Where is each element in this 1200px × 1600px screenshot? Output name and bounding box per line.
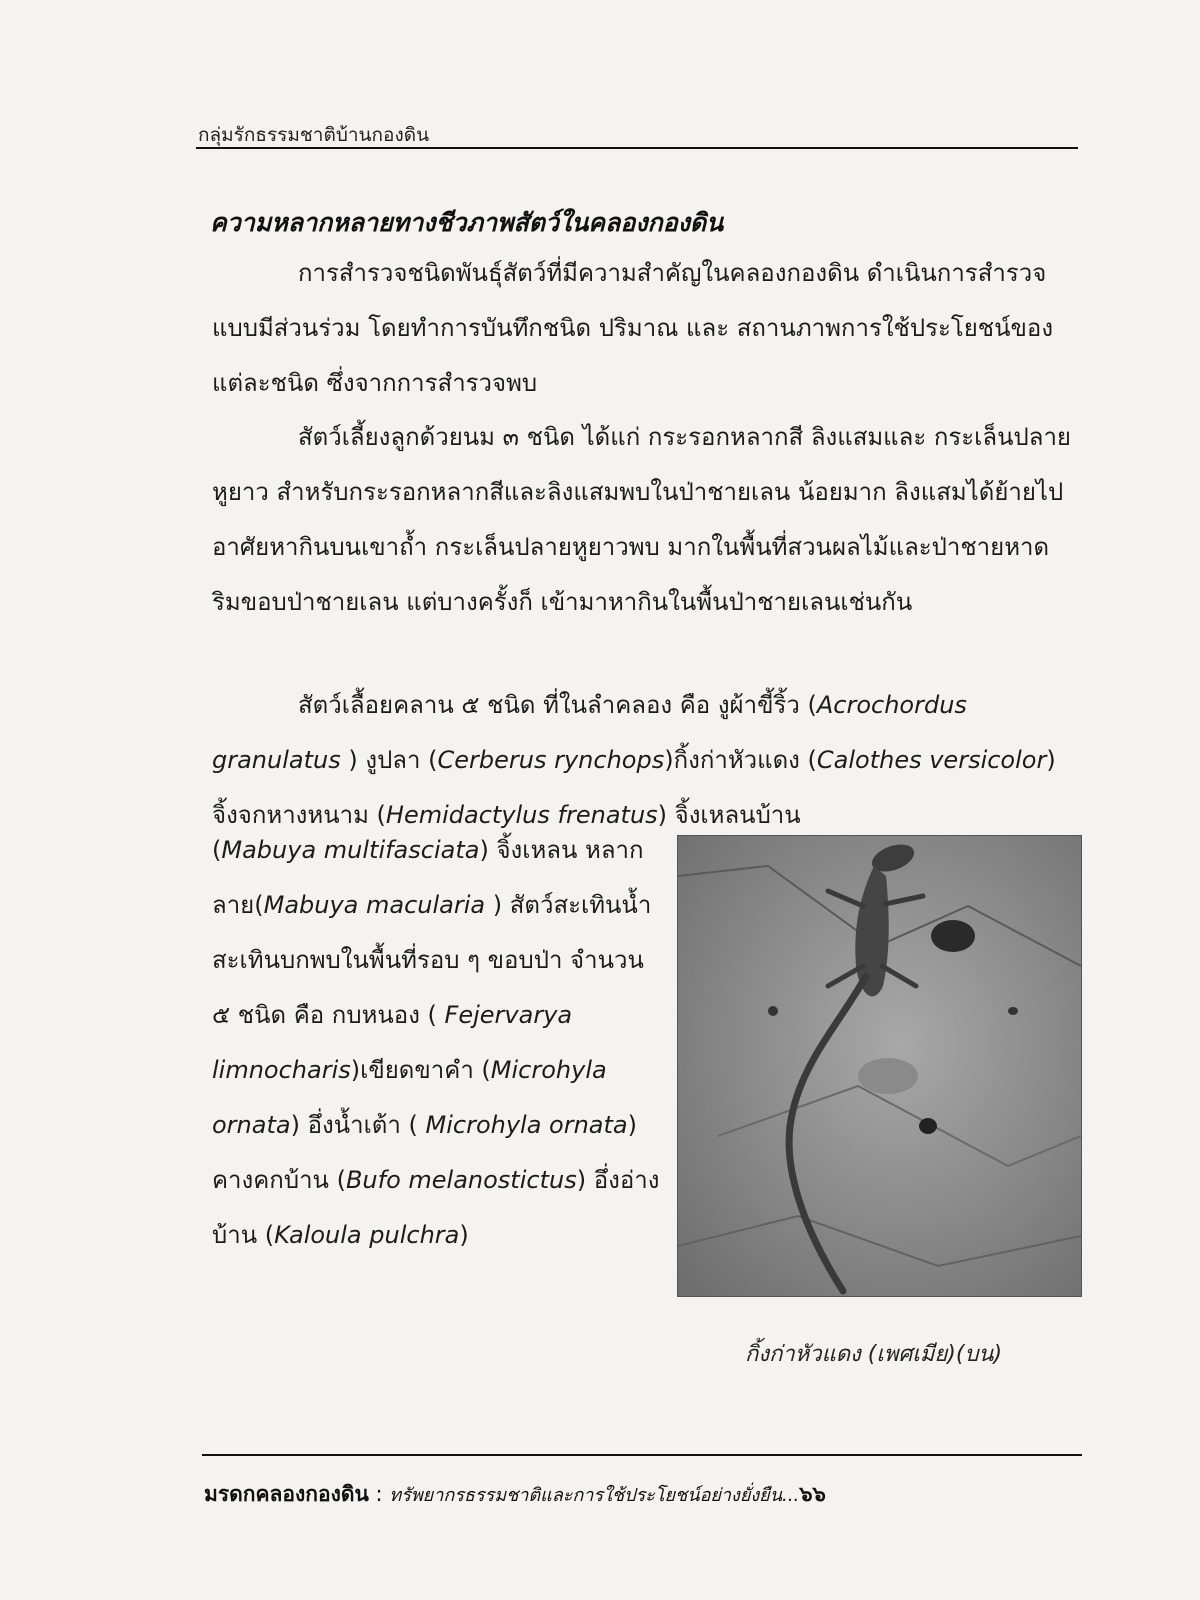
scientific-name: Microhyla ornata — [425, 1111, 628, 1139]
page-footer — [204, 1478, 826, 1511]
paragraph-2-text: สัตว์เลี้ยงลูกด้วยนม ๓ ชนิด ได้แก่ กระรอกหลากสี ลิงแสมและ กระเล็นปลายหูยาว สำหรับกระรอกหลากสีและลิงแสมพบในป่าชายเลน น้อยมาก ลิงแสมได้ย้ายไปอาศัยหากินบนเขาถ้ำ กระเล็นปลายหูยาวพบ มากในพื้นที่สวนผลไม้และป่าชายหาดริมขอบป่าชายเลน แต่บางครั้งก็ เข้ามาหากินในพื้นป่าชายเลนเช่นกัน — [212, 423, 1071, 616]
page-number: ๖๖ — [799, 1482, 826, 1506]
scientific-name: Microhyla ornata — [212, 1056, 607, 1139]
paragraph-reptiles — [212, 678, 1072, 843]
side-text-5: ) อึ่งน้ำเต้า ( — [290, 1111, 426, 1139]
scientific-name: Mabuya multifasciata — [221, 836, 480, 864]
leaf-hole — [931, 920, 975, 952]
p3-text-4: ) จิ้งจกหางหนาม ( — [212, 746, 1056, 829]
paragraph-survey-intro — [212, 246, 1072, 411]
p3-text-3: )กิ้งก่าหัวแดง ( — [664, 746, 817, 774]
scientific-name: Hemidactylus frenatus — [385, 801, 658, 829]
side-text-2: ) จิ้งเหลน หลากลาย( — [212, 836, 644, 919]
side-text-3: ) สัตว์สะเทินน้ำสะเทินบกพบในพื้นที่รอบ ๆ ขอบป่า จำนวน ๕ ชนิด คือ กบหนอง ( — [212, 891, 652, 1029]
section-title: ความหลากหลายทางชีวภาพสัตว์ในคลองกองดิน — [210, 208, 724, 237]
side-text-4: )เขียดขาคำ ( — [350, 1056, 491, 1084]
paragraph-mammals — [212, 410, 1072, 630]
running-header: กลุ่มรักธรรมชาติบ้านกองดิน — [198, 124, 430, 146]
p3-text-2: ) งูปลา ( — [340, 746, 438, 774]
p3-text-1: สัตว์เลื้อยคลาน ๕ ชนิด ที่ในลำคลอง คือ งูผ้าขี้ริ้ว ( — [298, 691, 817, 719]
leaf-hole — [919, 1118, 937, 1134]
scientific-name: Bufo melanostictus — [345, 1166, 577, 1194]
lizard-photo-illustration — [678, 836, 1081, 1296]
scientific-name: Mabuya macularia — [263, 891, 486, 919]
footer-subtitle: ทรัพยากรธรรมชาติและการใช้ประโยชน์อย่างยั่งยืน... — [389, 1485, 800, 1506]
p3-text-5: ) จิ้งเหลนบ้าน — [657, 801, 801, 829]
paragraph-1-text: การสำรวจชนิดพันธุ์สัตว์ที่มีความสำคัญในคลองกองดิน ดำเนินการสำรวจแบบมีส่วนร่วม โดยทำการบันทึกชนิด ปริมาณ และ สถานภาพการใช้ประโยชน์ของแต่ละชนิด ซึ่งจากการสำรวจพบ — [212, 259, 1054, 397]
footer-separator: : — [368, 1482, 390, 1506]
leaf-spot — [858, 1058, 918, 1094]
footer-rule — [202, 1454, 1082, 1456]
scientific-name: Kaloula pulchra — [274, 1221, 460, 1249]
figure-caption: กิ้งก่าหัวแดง (เพศเมีย)(บน) — [745, 1342, 1003, 1367]
footer-book-title: มรดกคลองกองดิน — [204, 1482, 369, 1506]
side-text-1: ( — [212, 836, 222, 864]
leaf-hole — [768, 1006, 778, 1016]
scientific-name: Cerberus rynchops — [437, 746, 665, 774]
lizard-photo — [677, 835, 1082, 1297]
leaf-hole — [1008, 1007, 1018, 1015]
scientific-name: Fejervarya limnocharis — [212, 1001, 573, 1084]
side-text-8: ) — [459, 1221, 469, 1249]
side-text-7: ) อึ่งอ่างบ้าน ( — [212, 1166, 660, 1249]
scientific-name: Calothes versicolor — [816, 746, 1047, 774]
scientific-name: Acrochordus granulatus — [212, 691, 967, 774]
header-rule — [196, 147, 1078, 149]
side-text-6: ) คางคกบ้าน ( — [212, 1111, 637, 1194]
paragraph-amphibians — [212, 823, 662, 1263]
